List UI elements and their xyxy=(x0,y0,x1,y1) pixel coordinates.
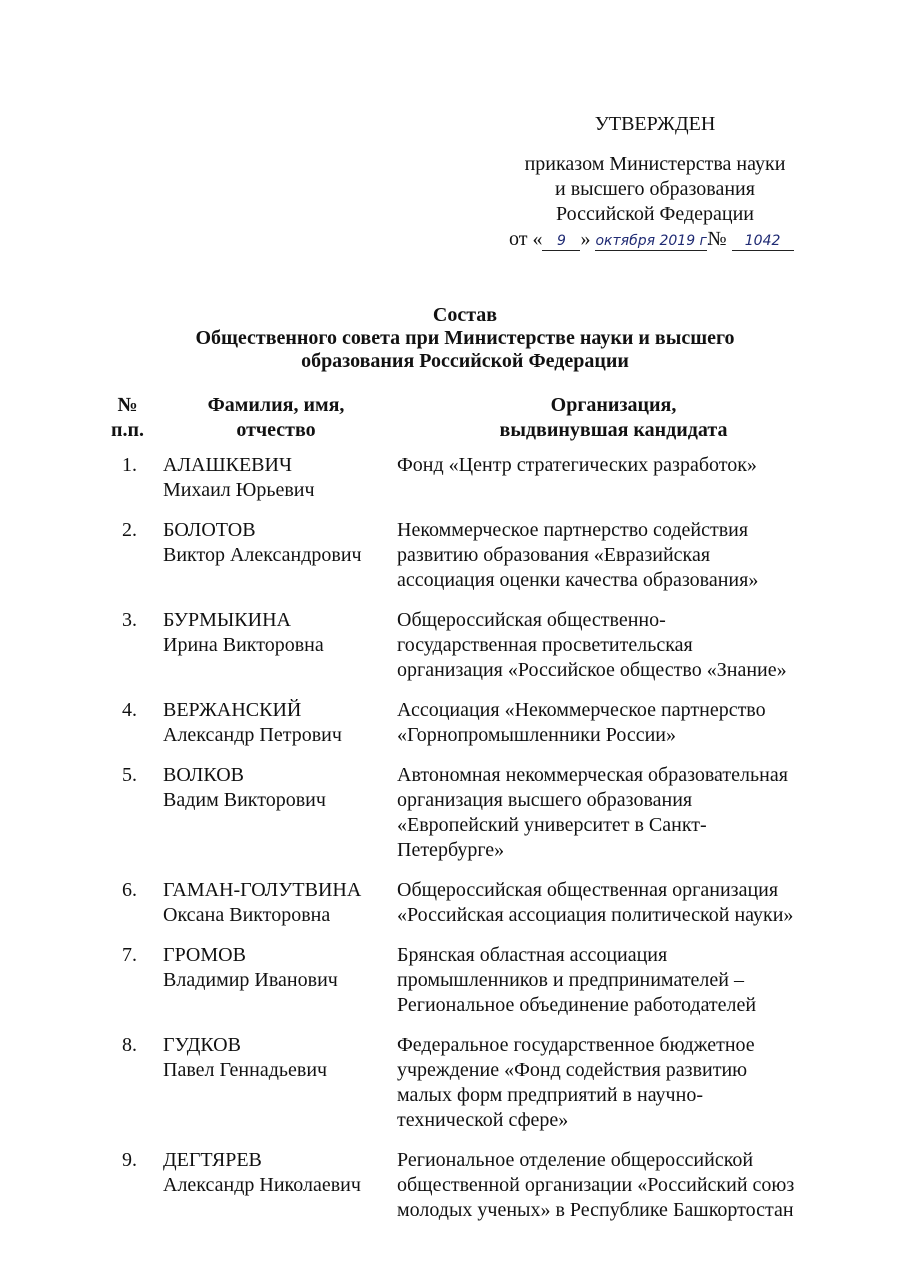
organization-line: Общероссийская общественная организация xyxy=(397,879,779,901)
member-name xyxy=(155,698,397,763)
order-mid: » xyxy=(580,228,591,250)
member-given-names: Владимир Иванович xyxy=(163,969,338,991)
table-row xyxy=(100,1033,830,1148)
organization-line: Региональное отделение общероссийской xyxy=(397,1149,754,1171)
member-surname: БУРМЫКИНА xyxy=(163,609,291,631)
nominating-organization xyxy=(397,518,830,608)
order-line xyxy=(500,227,810,252)
row-number: 1. xyxy=(122,454,137,476)
member-surname: ГУДКОВ xyxy=(163,1034,241,1056)
row-number: 9. xyxy=(122,1149,137,1171)
organization-line: Общероссийская общественно- xyxy=(397,609,666,631)
header-name xyxy=(155,393,397,453)
organization-line: развитию образования «Евразийская xyxy=(397,544,711,566)
organization-line: организация высшего образования xyxy=(397,789,693,811)
table-row xyxy=(100,608,830,698)
organization-line: ассоциация оценки качества образования» xyxy=(397,569,759,591)
table-header-row xyxy=(100,393,830,453)
member-given-names: Вадим Викторович xyxy=(163,789,326,811)
header-text: выдвинувшая кандидата xyxy=(499,419,728,441)
order-day-handwritten: 9 xyxy=(542,232,580,251)
nominating-organization xyxy=(397,698,830,763)
organization-line: промышленников и предпринимателей – xyxy=(397,969,744,991)
organization-line: «Горнопромышленники России» xyxy=(397,724,676,746)
header-num xyxy=(100,393,155,453)
table-row xyxy=(100,518,830,608)
member-name xyxy=(155,608,397,698)
header-text: Фамилия, имя, xyxy=(207,394,345,416)
member-surname: ГАМАН-ГОЛУТВИНА xyxy=(163,879,362,901)
table-row xyxy=(100,878,830,943)
order-date-handwritten: октября 2019 г. xyxy=(595,233,712,249)
organization-line: Некоммерческое партнерство содействия xyxy=(397,519,749,541)
approval-line: приказом Министерства науки xyxy=(524,153,786,175)
approval-block xyxy=(500,112,810,252)
council-members-table xyxy=(100,393,830,1238)
table-row xyxy=(100,453,830,518)
order-prefix: от « xyxy=(509,228,543,250)
member-name xyxy=(155,878,397,943)
member-surname: АЛАШКЕВИЧ xyxy=(163,454,292,476)
member-name xyxy=(155,763,397,878)
member-given-names: Виктор Александрович xyxy=(163,544,362,566)
member-given-names: Михаил Юрьевич xyxy=(163,479,315,501)
document-title xyxy=(100,304,830,373)
header-org xyxy=(397,393,830,453)
organization-line: Федеральное государственное бюджетное xyxy=(397,1034,755,1056)
member-name xyxy=(155,943,397,1033)
member-name xyxy=(155,453,397,518)
organization-line: «Европейский университет в Санкт- xyxy=(397,814,707,836)
organization-line: Брянская областная ассоциация xyxy=(397,944,668,966)
header-text: п.п. xyxy=(110,419,145,441)
member-surname: ВОЛКОВ xyxy=(163,764,244,786)
organization-line: Фонд «Центр стратегических разработок» xyxy=(397,454,757,476)
table-row xyxy=(100,943,830,1033)
member-given-names: Александр Петрович xyxy=(163,724,342,746)
row-number: 5. xyxy=(122,764,137,786)
member-surname: ГРОМОВ xyxy=(163,944,246,966)
organization-line: организация «Российское общество «Знание» xyxy=(397,659,787,681)
member-given-names: Оксана Викторовна xyxy=(163,904,331,926)
organization-line: технической сфере» xyxy=(397,1109,569,1131)
organization-line: Региональное объединение работодателей xyxy=(397,994,757,1016)
organization-line: малых форм предприятий в научно- xyxy=(397,1084,703,1106)
member-surname: ВЕРЖАНСКИЙ xyxy=(163,699,302,721)
approval-line: Российской Федерации xyxy=(555,203,755,225)
organization-line: «Российская ассоциация политической науки» xyxy=(397,904,794,926)
table-row xyxy=(100,763,830,878)
header-text: Организация, xyxy=(550,394,677,416)
header-text: № xyxy=(117,394,138,416)
member-given-names: Павел Геннадьевич xyxy=(163,1059,328,1081)
nominating-organization xyxy=(397,763,830,878)
title-line: Состав xyxy=(432,304,498,326)
member-given-names: Ирина Викторовна xyxy=(163,634,324,656)
nominating-organization xyxy=(397,878,830,943)
row-number: 8. xyxy=(122,1034,137,1056)
approval-stamp-heading: УТВЕРЖДЕН xyxy=(594,113,716,135)
order-number-handwritten: 1042 xyxy=(732,232,794,251)
title-line: образования Российской Федерации xyxy=(301,350,629,372)
row-number: 3. xyxy=(122,609,137,631)
nominating-organization xyxy=(397,1148,830,1238)
table-row xyxy=(100,1148,830,1238)
member-surname: БОЛОТОВ xyxy=(163,519,256,541)
order-number-prefix: № xyxy=(707,228,727,250)
header-text: отчество xyxy=(236,419,316,441)
row-number: 2. xyxy=(122,519,137,541)
nominating-organization xyxy=(397,943,830,1033)
organization-line: Ассоциация «Некоммерческое партнерство xyxy=(397,699,766,721)
organization-line: учреждение «Фонд содействия развитию xyxy=(397,1059,748,1081)
organization-line: общественной организации «Российский союз xyxy=(397,1174,795,1196)
row-number: 4. xyxy=(122,699,137,721)
member-given-names: Александр Николаевич xyxy=(163,1174,361,1196)
organization-line: государственная просветительская xyxy=(397,634,693,656)
nominating-organization xyxy=(397,1033,830,1148)
organization-line: молодых ученых» в Республике Башкортостан xyxy=(397,1199,794,1221)
nominating-organization xyxy=(397,453,830,518)
organization-line: Автономная некоммерческая образовательная xyxy=(397,764,788,786)
table-row xyxy=(100,698,830,763)
member-name xyxy=(155,1033,397,1148)
row-number: 7. xyxy=(122,944,137,966)
row-number: 6. xyxy=(122,879,137,901)
organization-line: Петербурге» xyxy=(397,839,505,861)
member-name xyxy=(155,1148,397,1238)
member-surname: ДЕГТЯРЕВ xyxy=(163,1149,262,1171)
approval-line: и высшего образования xyxy=(555,178,755,200)
member-name xyxy=(155,518,397,608)
nominating-organization xyxy=(397,608,830,698)
title-line: Общественного совета при Министерстве науки и высшего xyxy=(195,327,735,349)
